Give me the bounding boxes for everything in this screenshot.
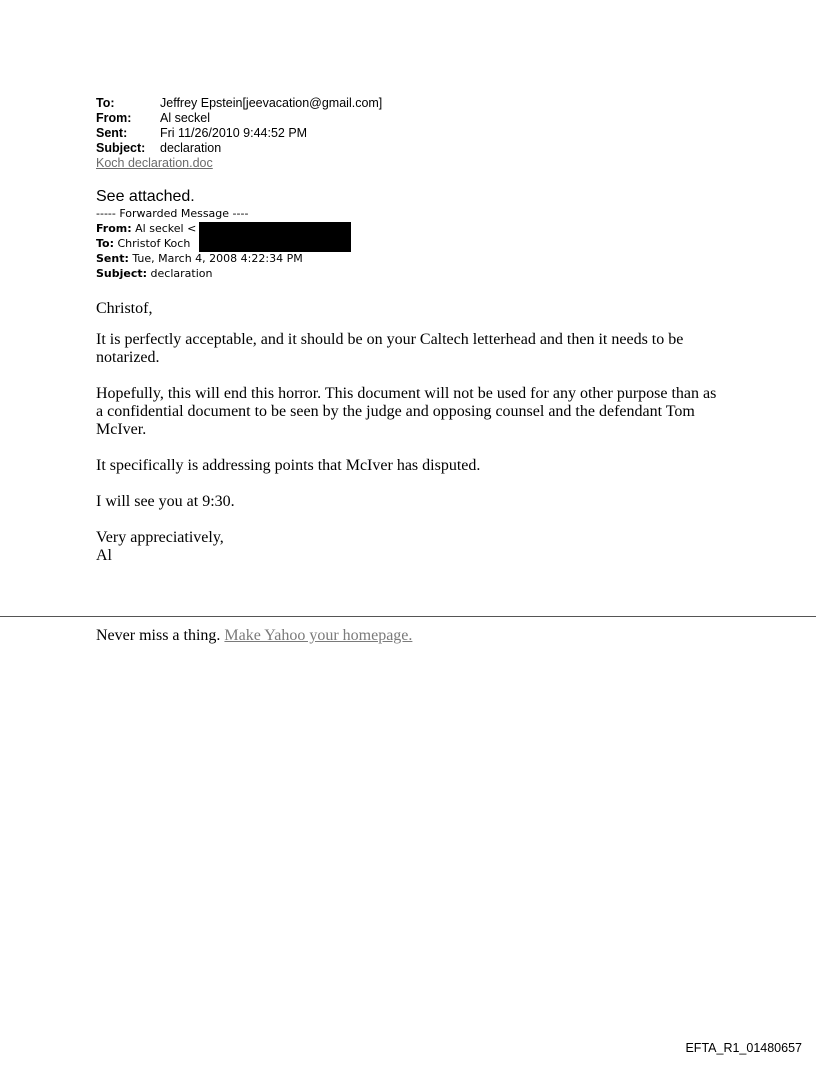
- header-sent-row: [96, 126, 382, 141]
- forwarded-subject-row: [96, 266, 303, 281]
- forwarded-to-value: Christof Koch: [117, 237, 191, 250]
- forwarded-subject-label: Subject:: [96, 267, 148, 280]
- body-paragraph-3: It specifically is addressing points that McIver has disputed.: [96, 457, 481, 474]
- to-label: To:: [96, 96, 115, 110]
- intro-text: See attached.: [96, 188, 195, 205]
- forwarded-banner: ----- Forwarded Message ----: [96, 207, 249, 220]
- email-body: [96, 300, 726, 565]
- forwarded-from-value: Al seckel <: [135, 222, 197, 235]
- subject-label: Subject:: [96, 141, 146, 155]
- footer: [96, 627, 412, 645]
- subject-value: declaration: [160, 141, 222, 155]
- sent-value: Fri 11/26/2010 9:44:52 PM: [160, 126, 308, 140]
- signature: Al: [96, 547, 112, 564]
- forwarded-sent-label: Sent:: [96, 252, 129, 265]
- forwarded-to-label: To:: [96, 237, 114, 250]
- attachment-link[interactable]: Koch declaration.doc: [96, 156, 213, 170]
- footer-divider: [0, 616, 816, 617]
- header-subject-row: [96, 141, 382, 156]
- forwarded-subject-value: declaration: [150, 267, 213, 280]
- document-id: EFTA_R1_01480657: [685, 1041, 802, 1055]
- redaction-block-from: [199, 222, 351, 237]
- to-value: Jeffrey Epstein[jeevacation@gmail.com]: [160, 96, 383, 110]
- header-from-row: [96, 111, 382, 126]
- forwarded-from-label: From:: [96, 222, 132, 235]
- closing: Very appreciatively,: [96, 529, 224, 546]
- forwarded-sent-value: Tue, March 4, 2008 4:22:34 PM: [132, 252, 303, 265]
- body-paragraph-4: I will see you at 9:30.: [96, 493, 235, 510]
- redaction-block-to: [199, 237, 351, 252]
- header-to-row: [96, 96, 382, 111]
- forwarded-header: [96, 206, 303, 281]
- body-paragraph-2: Hopefully, this will end this horror. This document will not be used for any other purpose than as a confidential document to be seen by the judge and opposing counsel and the defendant Tom McIver.: [96, 385, 717, 438]
- sent-label: Sent:: [96, 126, 128, 140]
- yahoo-homepage-link[interactable]: Make Yahoo your homepage.: [224, 627, 413, 644]
- body-paragraph-1: It is perfectly acceptable, and it should be on your Caltech letterhead and then it needs to be notarized.: [96, 331, 684, 366]
- greeting: Christof,: [96, 300, 153, 317]
- forwarded-sent-row: [96, 251, 303, 266]
- email-header: [96, 96, 382, 171]
- footer-text: Never miss a thing.: [96, 627, 225, 644]
- from-label: From:: [96, 111, 132, 125]
- from-value: Al seckel: [160, 111, 211, 125]
